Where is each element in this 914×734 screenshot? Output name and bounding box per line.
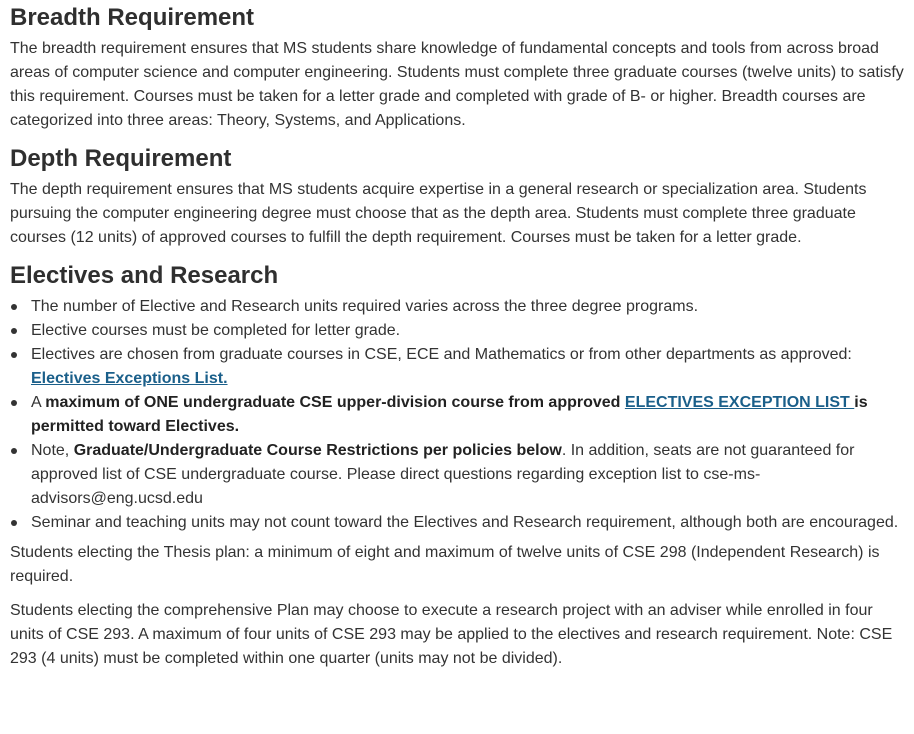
list-item xyxy=(10,511,904,535)
list-item-bold-text: is permitted toward Electives. xyxy=(31,394,868,435)
list-item-bold-text: maximum of ONE undergraduate CSE upper-division course from approved xyxy=(45,394,625,411)
list-item-text: . In addition, seats are not guaranteed for approved list of CSE undergraduate course. Please direct questions regarding exception list to cse-ms-advisors@eng.ucsd.edu xyxy=(31,442,855,507)
list-item xyxy=(10,319,904,343)
bullet-icon xyxy=(11,448,17,454)
thesis-paragraph: Students electing the Thesis plan: a minimum of eight and maximum of twelve units of CSE 298 (Independent Research) is required. xyxy=(10,544,880,585)
breadth-paragraph: The breadth requirement ensures that MS students share knowledge of fundamental concepts and tools from across broad areas of computer science and computer engineering. Students must complete three graduate courses (twelve units) to satisfy this requirement. Courses must be taken for a letter grade and completed with grade of B- or higher. Breadth courses are categorized into three areas: Theory, Systems, and Applications. xyxy=(10,40,904,129)
bullet-icon xyxy=(11,352,17,358)
list-item-text: The number of Elective and Research units required varies across the three degree programs. xyxy=(31,298,699,315)
list-item-bold-text: Graduate/Undergraduate Course Restrictions per policies below xyxy=(73,442,562,459)
electives-list xyxy=(10,295,904,535)
breadth-heading: Breadth Requirement xyxy=(10,4,255,31)
electives-heading: Electives and Research xyxy=(10,262,279,289)
list-item xyxy=(10,391,904,439)
list-item xyxy=(10,439,904,511)
list-item xyxy=(10,343,904,391)
list-item xyxy=(10,295,904,319)
bullet-icon xyxy=(11,328,17,334)
bullet-icon xyxy=(11,304,17,310)
electives-exception-list-link[interactable]: ELECTIVES EXCEPTION LIST xyxy=(624,394,855,411)
electives-exceptions-link[interactable]: Electives Exceptions List. xyxy=(31,370,228,387)
comprehensive-paragraph: Students electing the comprehensive Plan may choose to execute a research project with an adviser while enrolled in four units of CSE 293. A maximum of four units of CSE 293 may be applied to the electives and research requirement. Note: CSE 293 (4 units) must be completed within one quarter (units may not be divided). xyxy=(10,602,893,667)
bullet-icon xyxy=(11,400,17,406)
list-item-text: Seminar and teaching units may not count toward the Electives and Research requirement, although both are encouraged. xyxy=(31,514,899,531)
list-item-text: Note, xyxy=(31,442,74,459)
list-item-text: Electives are chosen from graduate courses in CSE, ECE and Mathematics or from other departments as approved: xyxy=(31,346,852,363)
page-content xyxy=(0,2,914,671)
depth-heading: Depth Requirement xyxy=(10,145,232,172)
bullet-icon xyxy=(11,520,17,526)
depth-paragraph: The depth requirement ensures that MS students acquire expertise in a general research or specialization area. Students pursuing the computer engineering degree must choose that as the depth area. Students must complete three graduate courses (12 units) of approved courses to fulfill the depth requirement. Courses must be taken for a letter grade. xyxy=(10,181,867,246)
list-item-text: Elective courses must be completed for letter grade. xyxy=(31,322,401,339)
list-item-text: A xyxy=(31,394,46,411)
